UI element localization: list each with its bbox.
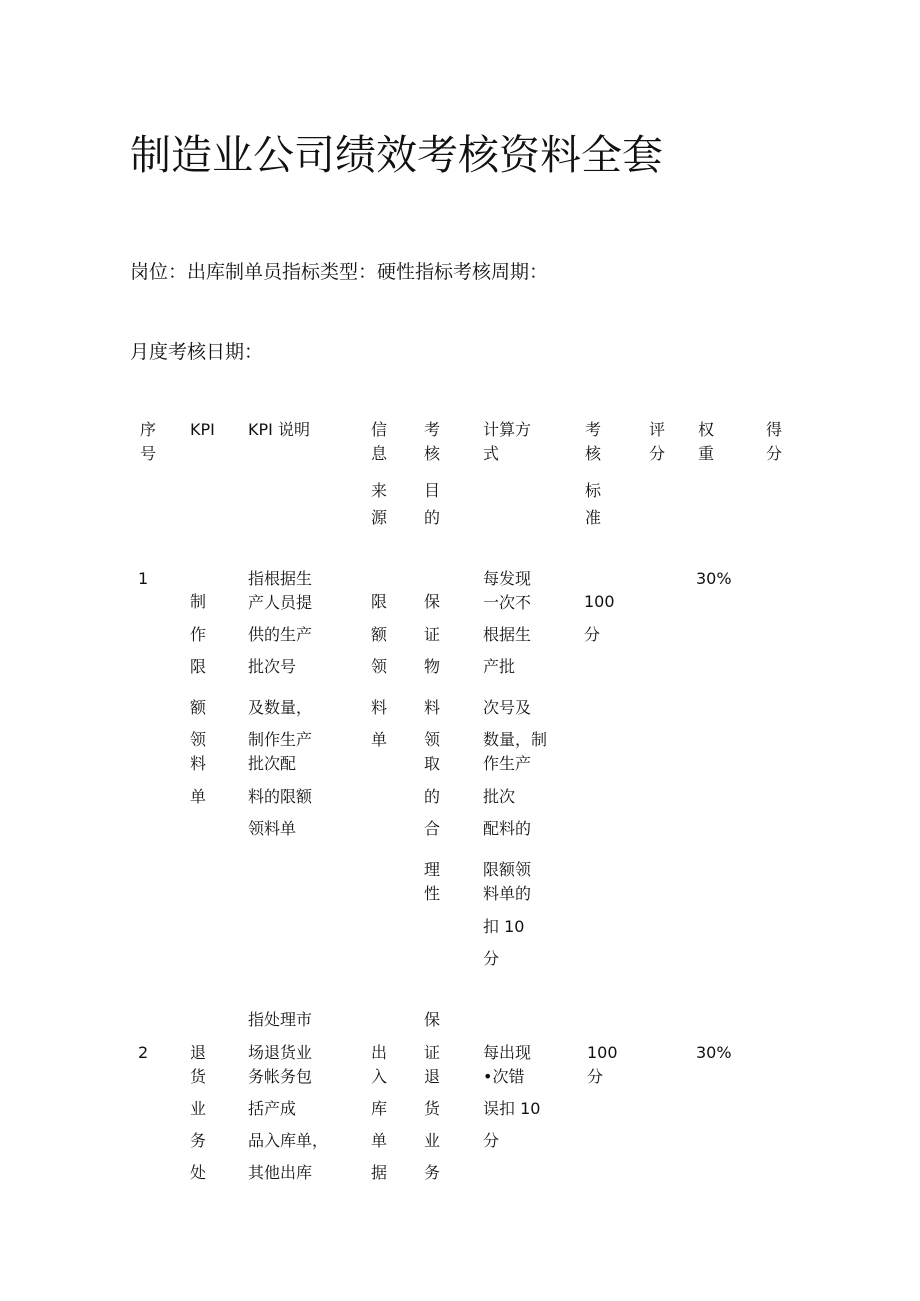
row1-standard: 分 <box>584 625 601 644</box>
row1-calc: 次号及 <box>483 698 532 717</box>
document-title: 制造业公司绩效考核资料全套 <box>130 131 663 179</box>
row2-desc: 务帐务包 <box>248 1067 313 1086</box>
header-kpi: KPI <box>190 420 215 439</box>
row2-desc: 品入库单， <box>248 1131 329 1150</box>
row1-kpi: 额 <box>190 698 207 717</box>
header-purpose: 考 <box>424 420 441 439</box>
row1-source: 单 <box>371 730 388 749</box>
row2-source: 出 <box>371 1043 388 1062</box>
row1-standard: 100 <box>584 592 615 611</box>
row2-kpi: 处 <box>190 1163 207 1182</box>
row1-calc: 配料的 <box>483 819 532 838</box>
row1-source: 领 <box>371 657 388 676</box>
row2-purpose: 货 <box>424 1099 441 1118</box>
row1-calc: 根据生 <box>483 625 532 644</box>
row2-purpose: 保 <box>424 1010 441 1029</box>
row1-kpi: 料 <box>190 754 207 773</box>
row1-desc: 及数量， <box>248 698 313 717</box>
row2-desc: 括产成 <box>248 1099 297 1118</box>
meta-line-post: 岗位：出库制单员指标类型：硬性指标考核周期： <box>130 261 549 283</box>
row1-kpi: 制 <box>190 592 207 611</box>
header-purpose: 的 <box>424 508 441 527</box>
row2-source: 据 <box>371 1163 388 1182</box>
row1-purpose: 料 <box>424 698 441 717</box>
row1-kpi: 领 <box>190 730 207 749</box>
row2-kpi: 业 <box>190 1099 207 1118</box>
row1-calc: 扣 10 <box>483 917 525 936</box>
row1-weight: 30% <box>696 569 732 588</box>
row1-desc: 供的生产 <box>248 625 313 644</box>
header-score: 得 <box>766 420 783 439</box>
header-source: 来 <box>371 481 388 500</box>
row1-purpose: 取 <box>424 754 441 773</box>
row2-source: 入 <box>371 1067 388 1086</box>
row2-source: 单 <box>371 1131 388 1150</box>
header-weight: 重 <box>698 444 715 463</box>
header-score: 分 <box>766 444 783 463</box>
header-source: 源 <box>371 508 388 527</box>
row2-desc: 指处理市 <box>248 1010 313 1029</box>
row1-purpose: 性 <box>424 884 441 903</box>
row2-source: 库 <box>371 1099 388 1118</box>
header-score-eval: 分 <box>649 444 666 463</box>
meta-line-date: 月度考核日期： <box>130 341 264 363</box>
row2-purpose: 业 <box>424 1131 441 1150</box>
header-source: 信 <box>371 420 388 439</box>
header-standard: 标 <box>585 481 602 500</box>
row2-desc: 场退货业 <box>248 1043 313 1062</box>
header-seq: 号 <box>140 444 157 463</box>
row1-calc: 一次不 <box>483 593 532 612</box>
row2-kpi: 务 <box>190 1131 207 1150</box>
row1-calc: 限额领 <box>483 860 532 879</box>
row2-kpi: 退 <box>190 1043 207 1062</box>
row1-calc: 料单的 <box>483 884 532 903</box>
row1-purpose: 领 <box>424 730 441 749</box>
row1-purpose: 证 <box>424 625 441 644</box>
row1-kpi: 单 <box>190 787 207 806</box>
row1-source: 限 <box>371 592 388 611</box>
row2-calc: •次错 <box>483 1067 525 1086</box>
row1-desc: 产人员提 <box>248 593 313 612</box>
header-weight: 权 <box>698 420 715 439</box>
header-standard: 考 <box>585 420 602 439</box>
header-calc: 式 <box>483 444 500 463</box>
row2-purpose: 证 <box>424 1043 441 1062</box>
row1-desc: 制作生产 <box>248 730 313 749</box>
row1-calc: 数量，制 <box>483 730 548 749</box>
row2-standard: 100 <box>587 1043 618 1062</box>
row1-kpi: 作 <box>190 625 207 644</box>
row1-source: 额 <box>371 625 388 644</box>
row2-calc: 每出现 <box>483 1043 532 1062</box>
row1-desc: 指根据生 <box>248 569 313 588</box>
row1-calc: 每发现 <box>483 569 532 588</box>
row2-weight: 30% <box>696 1043 732 1062</box>
row2-desc: 其他出库 <box>248 1163 313 1182</box>
row2-seq: 2 <box>138 1043 149 1062</box>
row1-purpose: 的 <box>424 787 441 806</box>
header-standard: 准 <box>585 508 602 527</box>
header-calc: 计算方 <box>483 420 532 439</box>
row2-standard: 分 <box>587 1067 604 1086</box>
row1-calc: 产批 <box>483 657 516 676</box>
row1-desc: 领料单 <box>248 819 297 838</box>
row2-purpose: 务 <box>424 1163 441 1182</box>
row1-purpose: 保 <box>424 592 441 611</box>
header-seq: 序 <box>140 420 157 439</box>
row1-calc: 批次 <box>483 787 516 806</box>
header-purpose: 目 <box>424 481 441 500</box>
row1-desc: 批次号 <box>248 657 297 676</box>
header-kpi-desc: KPI 说明 <box>248 420 310 439</box>
header-standard: 核 <box>585 444 602 463</box>
row1-desc: 料的限额 <box>248 787 313 806</box>
row2-calc: 误扣 10 <box>483 1099 541 1118</box>
row1-calc: 分 <box>483 949 500 968</box>
row2-calc: 分 <box>483 1131 500 1150</box>
row1-purpose: 物 <box>424 657 441 676</box>
row1-purpose: 合 <box>424 819 441 838</box>
row1-kpi: 限 <box>190 657 207 676</box>
row1-purpose: 理 <box>424 860 441 879</box>
row1-seq: 1 <box>138 569 149 588</box>
row1-source: 料 <box>371 698 388 717</box>
row1-desc: 批次配 <box>248 754 297 773</box>
header-purpose: 核 <box>424 444 441 463</box>
header-source: 息 <box>371 444 388 463</box>
header-score-eval: 评 <box>649 420 666 439</box>
row2-kpi: 货 <box>190 1067 207 1086</box>
row2-purpose: 退 <box>424 1067 441 1086</box>
row1-calc: 作生产 <box>483 754 532 773</box>
